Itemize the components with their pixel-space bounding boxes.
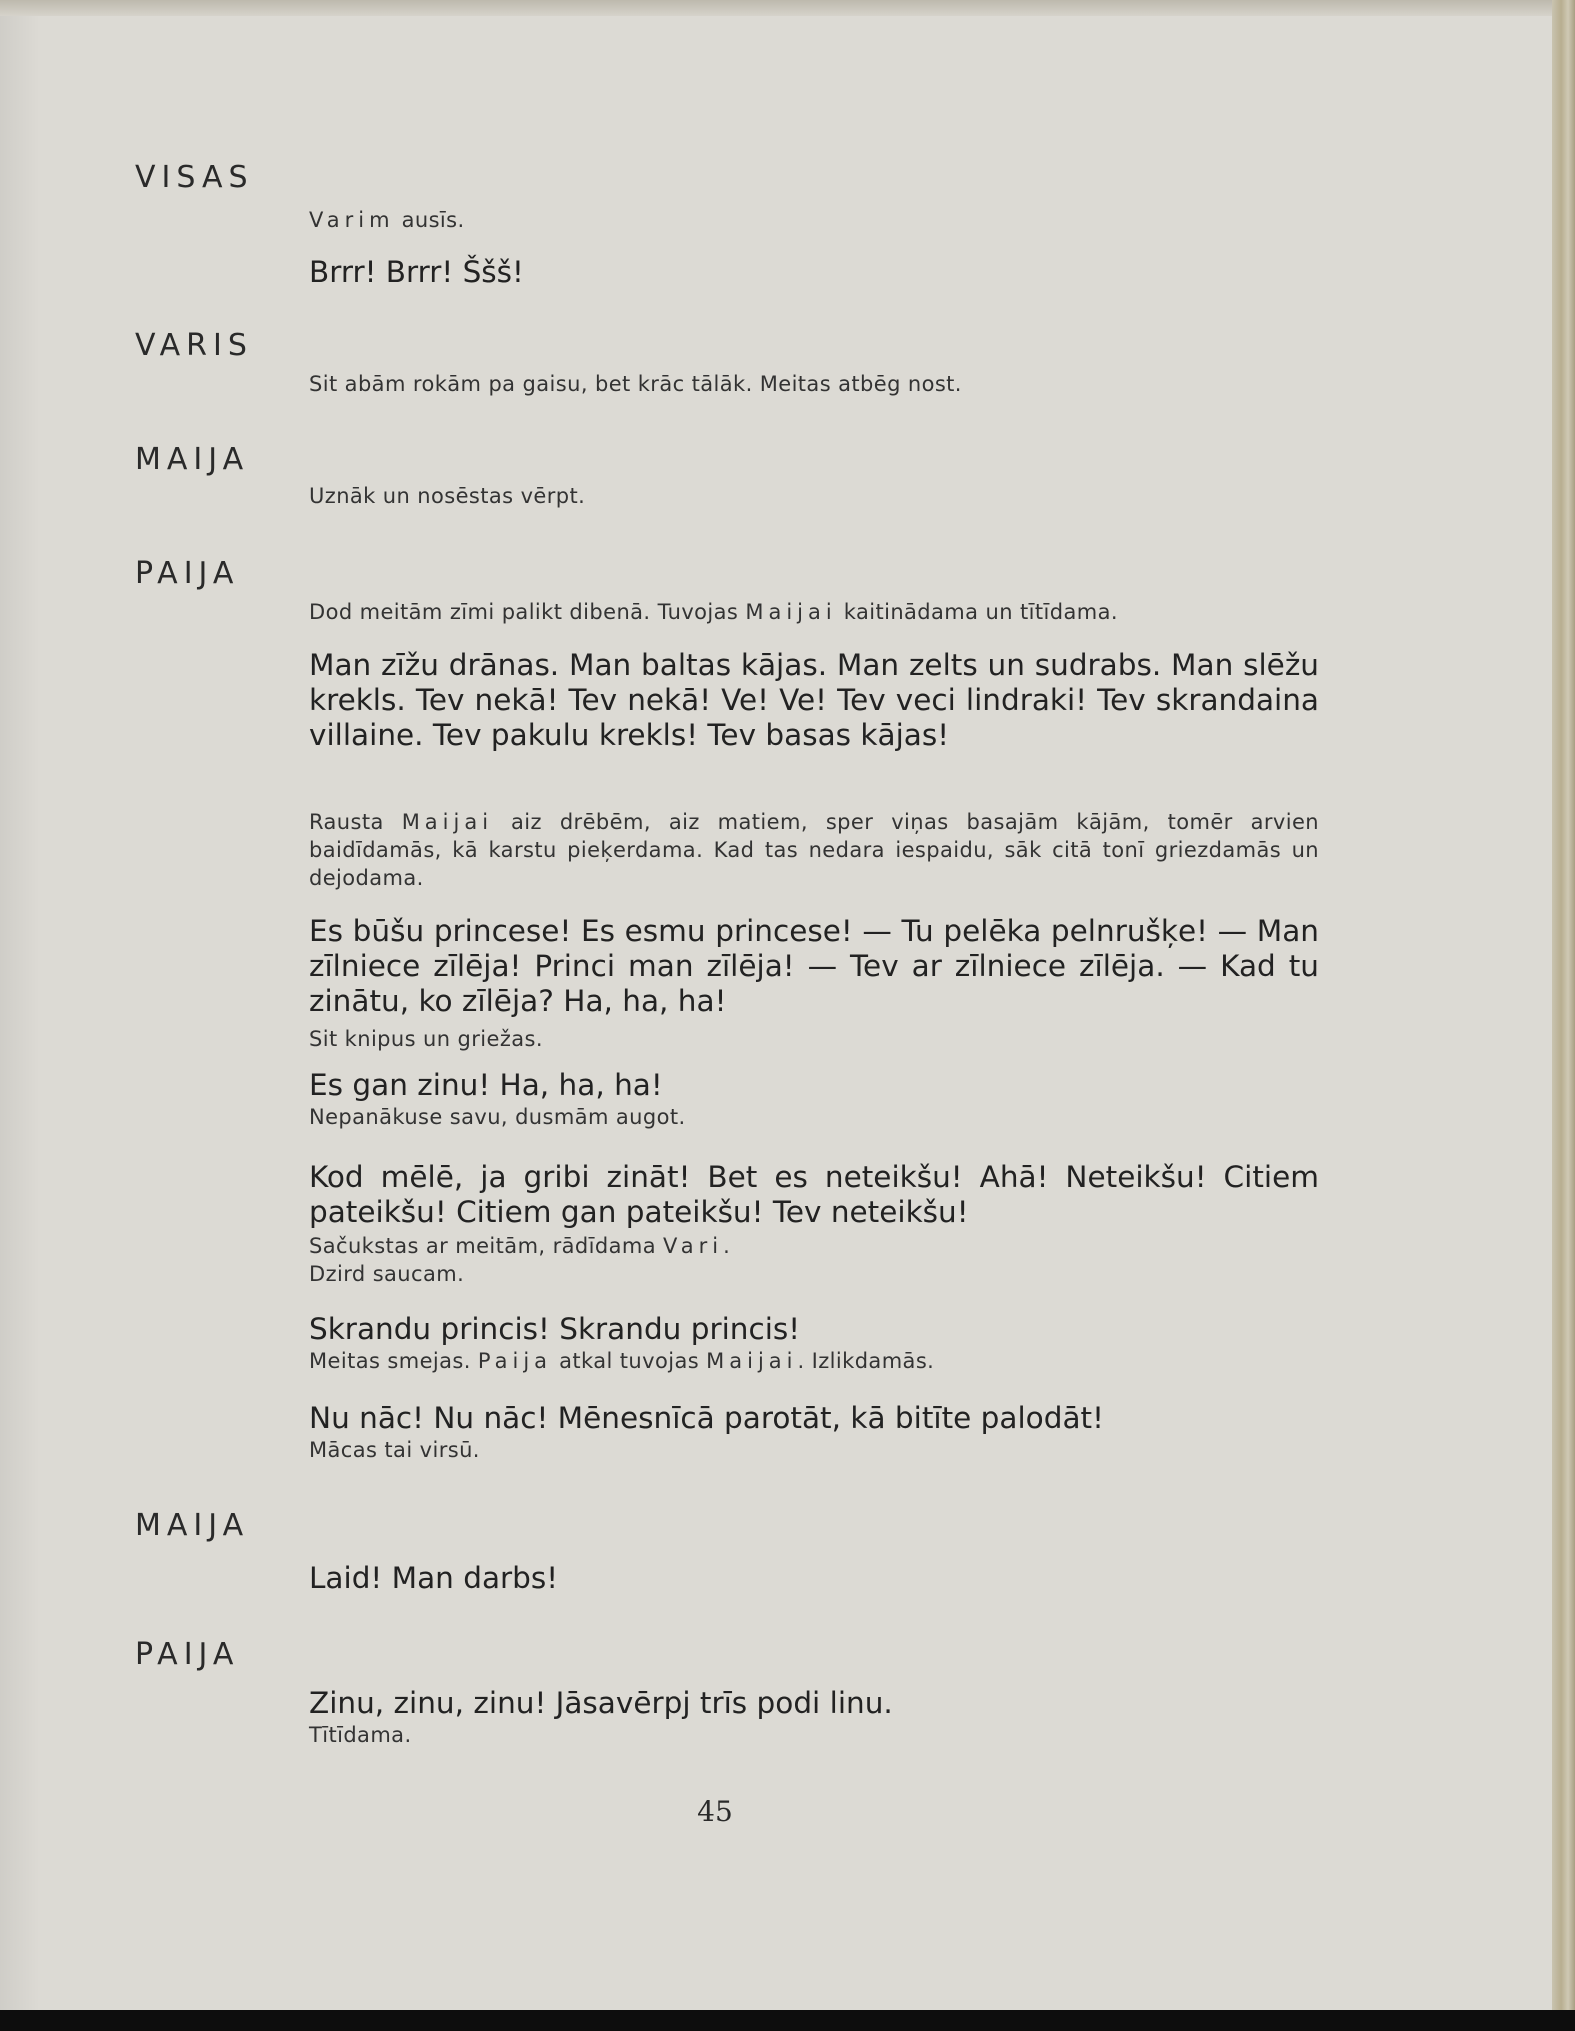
dialogue-block bbox=[309, 808, 1319, 1053]
dialogue-block bbox=[309, 255, 1319, 290]
speech-line: Laid! Man darbs! bbox=[309, 1561, 559, 1595]
dialogue-block bbox=[309, 370, 1319, 398]
dialogue-block bbox=[309, 1401, 1319, 1464]
speech-line: Nu nāc! Nu nāc! Mēnesnīcā parotāt, kā bitīte palodāt! bbox=[309, 1401, 1104, 1435]
stage-direction: Varim ausīs. bbox=[309, 208, 465, 232]
speech-line: Zinu, zinu, zinu! Jāsavērpj trīs podi linu. bbox=[309, 1686, 893, 1720]
speech-line: Skrandu princis! Skrandu princis! bbox=[309, 1312, 801, 1346]
stage-direction: Dzird saucam. bbox=[309, 1262, 465, 1286]
stage-direction: Sačukstas ar meitām, rādīdama Vari. bbox=[309, 1234, 731, 1258]
speaker-label: PAIJA bbox=[135, 1637, 240, 1672]
dialogue-block bbox=[309, 1312, 1319, 1375]
page-number: 45 bbox=[697, 1795, 733, 1828]
speaker-label: MAIJA bbox=[135, 1508, 250, 1543]
book-binding-edge bbox=[1552, 0, 1575, 2031]
dialogue-block bbox=[309, 598, 1319, 753]
speech-line: Kod mēlē, ja gribi zināt! Bet es neteikšu! Ahā! Neteikšu! Citiem pateikšu! Citiem gan pateikšu! Tev neteikšu! bbox=[309, 1160, 1319, 1229]
dialogue-block bbox=[309, 1686, 1319, 1749]
dialogue-block bbox=[309, 1160, 1319, 1288]
stage-direction: Meitas smejas. Paija atkal tuvojas Maijai. Izlikdamās. bbox=[309, 1349, 935, 1373]
stage-direction: Dod meitām zīmi palikt dibenā. Tuvojas Maijai kaitinādama un tītīdama. bbox=[309, 600, 1118, 624]
stage-direction: Mācas tai virsū. bbox=[309, 1438, 480, 1462]
speech-line: Brrr! Brrr! Ššš! bbox=[309, 255, 524, 289]
speaker-label: VARIS bbox=[135, 328, 253, 363]
speech-line: Es būšu princese! Es esmu princese! — Tu pelēka pelnrušķe! — Man zīlniece zīlēja! Princi man zīlēja! — Tev ar zīlniece zīlēja. — Kad tu zinātu, ko zīlēja? Ha, ha, ha! bbox=[309, 914, 1319, 1018]
scan-bottom-edge bbox=[0, 2010, 1575, 2031]
speaker-label: PAIJA bbox=[135, 556, 240, 591]
page-top-edge bbox=[0, 0, 1560, 16]
stage-direction: Sit abām rokām pa gaisu, bet krāc tālāk. Meitas atbēg nost. bbox=[309, 372, 962, 396]
stage-direction: Uznāk un nosēstas vērpt. bbox=[309, 484, 586, 508]
stage-direction: Rausta Maijai aiz drēbēm, aiz matiem, sper viņas basajām kājām, tomēr arvien baidīdamās, kā karstu pieķerdama. Kad tas nedara iespaidu, sāk citā tonī griezdamās un dejodama. bbox=[309, 810, 1319, 890]
speech-line: Es gan zinu! Ha, ha, ha! bbox=[309, 1068, 663, 1102]
speech-line: Man zīžu drānas. Man baltas kājas. Man zelts un sudrabs. Man slēžu krekls. Tev nekā! Tev nekā! Ve! Ve! Tev veci lindraki! Tev skrandaina villaine. Tev pakulu krekls! Tev basas kājas! bbox=[309, 648, 1319, 752]
dialogue-block bbox=[309, 1068, 1319, 1131]
speaker-label: VISAS bbox=[135, 160, 254, 195]
stage-direction: Tītīdama. bbox=[309, 1723, 412, 1747]
speaker-label: MAIJA bbox=[135, 442, 250, 477]
dialogue-block bbox=[309, 482, 1319, 510]
dialogue-block bbox=[309, 1561, 1319, 1596]
stage-direction: Nepanākuse savu, dusmām augot. bbox=[309, 1105, 686, 1129]
dialogue-block bbox=[309, 206, 1319, 234]
stage-direction: Sit knipus un griežas. bbox=[309, 1027, 543, 1051]
